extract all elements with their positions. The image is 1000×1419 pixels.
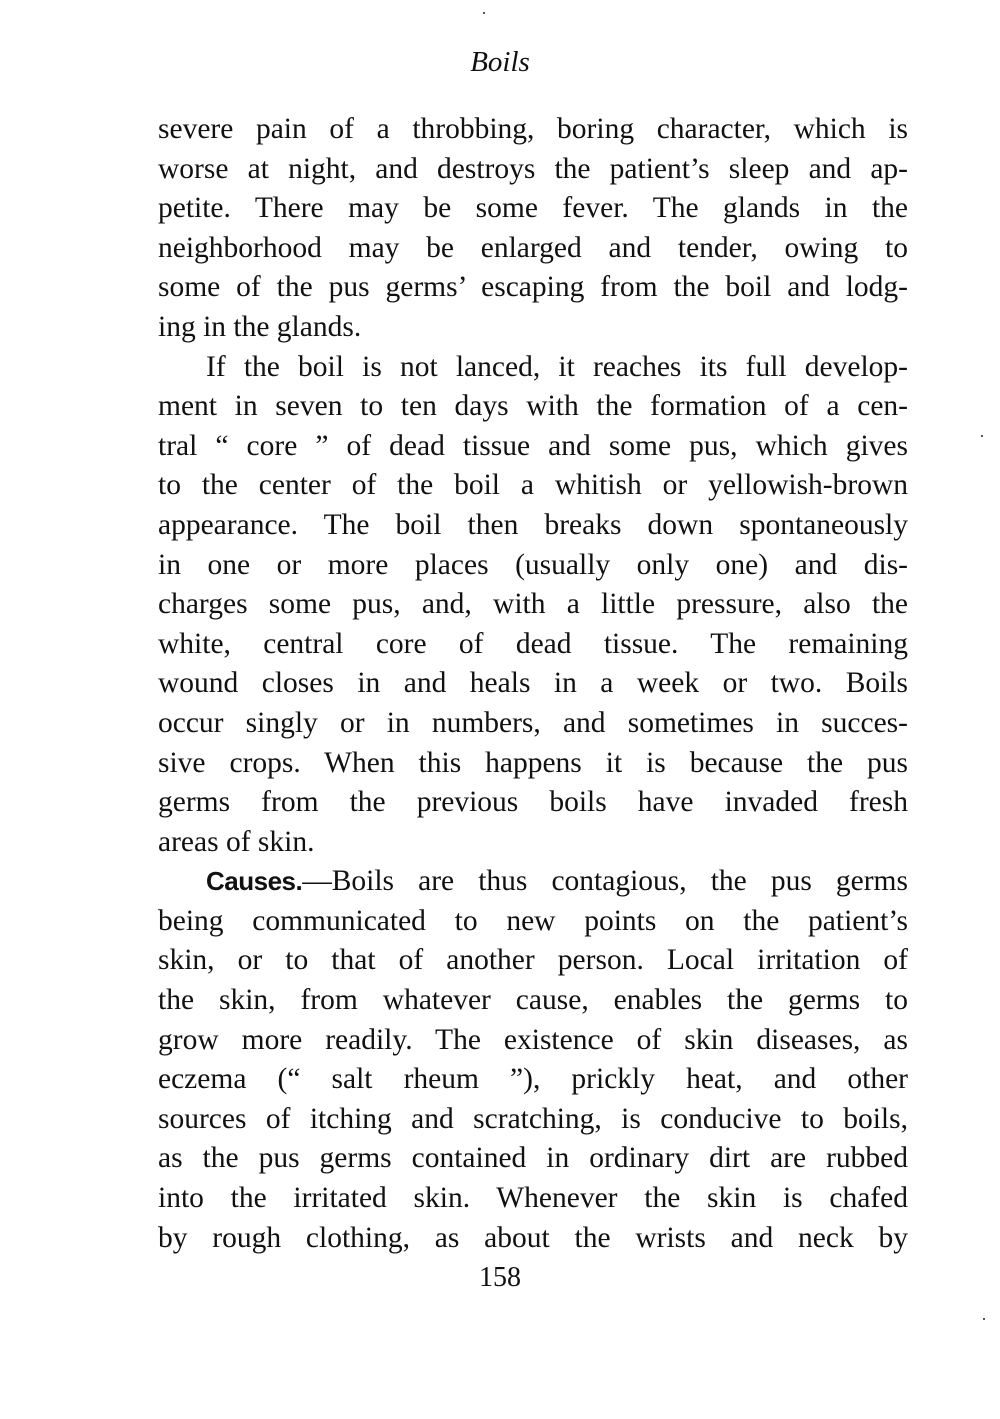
- running-head: Boils: [470, 46, 530, 78]
- text-line: neighborhood may be enlarged and tender, owing to: [158, 231, 908, 264]
- paragraph-causes: [158, 862, 908, 1258]
- scan-speck: [983, 1318, 985, 1320]
- text-line: worse at night, and destroys the patient’s sleep and ap-: [158, 152, 908, 185]
- scan-speck: [981, 435, 983, 437]
- text-line: sources of itching and scratching, is conducive to boils,: [158, 1102, 908, 1135]
- text-line: eczema (“ salt rheum ”), prickly heat, and other: [158, 1063, 908, 1096]
- text-line: some of the pus germs’ escaping from the boil and lodg-: [158, 271, 908, 304]
- text-line: as the pus germs contained in ordinary dirt are rubbed: [158, 1142, 908, 1175]
- text-line: in one or more places (usually only one) and dis-: [158, 548, 908, 581]
- text-line: by rough clothing, as about the wrists and neck by: [158, 1221, 908, 1254]
- text-line: into the irritated skin. Whenever the skin is chafed: [158, 1182, 908, 1215]
- text-line: sive crops. When this happens it is because the pus: [158, 746, 908, 779]
- paragraph: [158, 348, 908, 863]
- text-line: [158, 862, 908, 902]
- text-line: to the center of the boil a whitish or yellowish-brown: [158, 469, 908, 502]
- text-line: areas of skin.: [158, 825, 315, 858]
- text-line: appearance. The boil then breaks down spontaneously: [158, 508, 908, 541]
- text-line: severe pain of a throbbing, boring character, which is: [158, 113, 908, 145]
- text-line: the skin, from whatever cause, enables the germs to: [158, 984, 908, 1017]
- text-line: occur singly or in numbers, and sometimes in succes-: [158, 706, 908, 739]
- text-line: white, central core of dead tissue. The remaining: [158, 627, 908, 660]
- line-text: —Boils are thus contagious, the pus germs: [302, 865, 908, 898]
- scan-speck: [483, 12, 485, 14]
- text-line: charges some pus, and, with a little pressure, also the: [158, 588, 908, 621]
- text-line: skin, or to that of another person. Local irritation of: [158, 944, 908, 977]
- body-text: [158, 110, 908, 1258]
- text-line: being communicated to new points on the patient’s: [158, 904, 908, 937]
- paragraph: [158, 110, 908, 348]
- text-line: germs from the previous boils have invaded fresh: [158, 786, 908, 819]
- text-line: tral “ core ” of dead tissue and some pus, which gives: [158, 429, 908, 462]
- text-line: ment in seven to ten days with the formation of a cen-: [158, 390, 908, 423]
- run-in-heading: Causes.: [206, 866, 303, 897]
- page-number: 158: [479, 1262, 521, 1293]
- text-line: If the boil is not lanced, it reaches its full develop-: [206, 350, 908, 383]
- text-line: grow more readily. The existence of skin diseases, as: [158, 1023, 908, 1056]
- text-line: ing in the glands.: [158, 310, 362, 343]
- text-line: wound closes in and heals in a week or two. Boils: [158, 667, 908, 700]
- text-line: petite. There may be some fever. The glands in the: [158, 192, 908, 225]
